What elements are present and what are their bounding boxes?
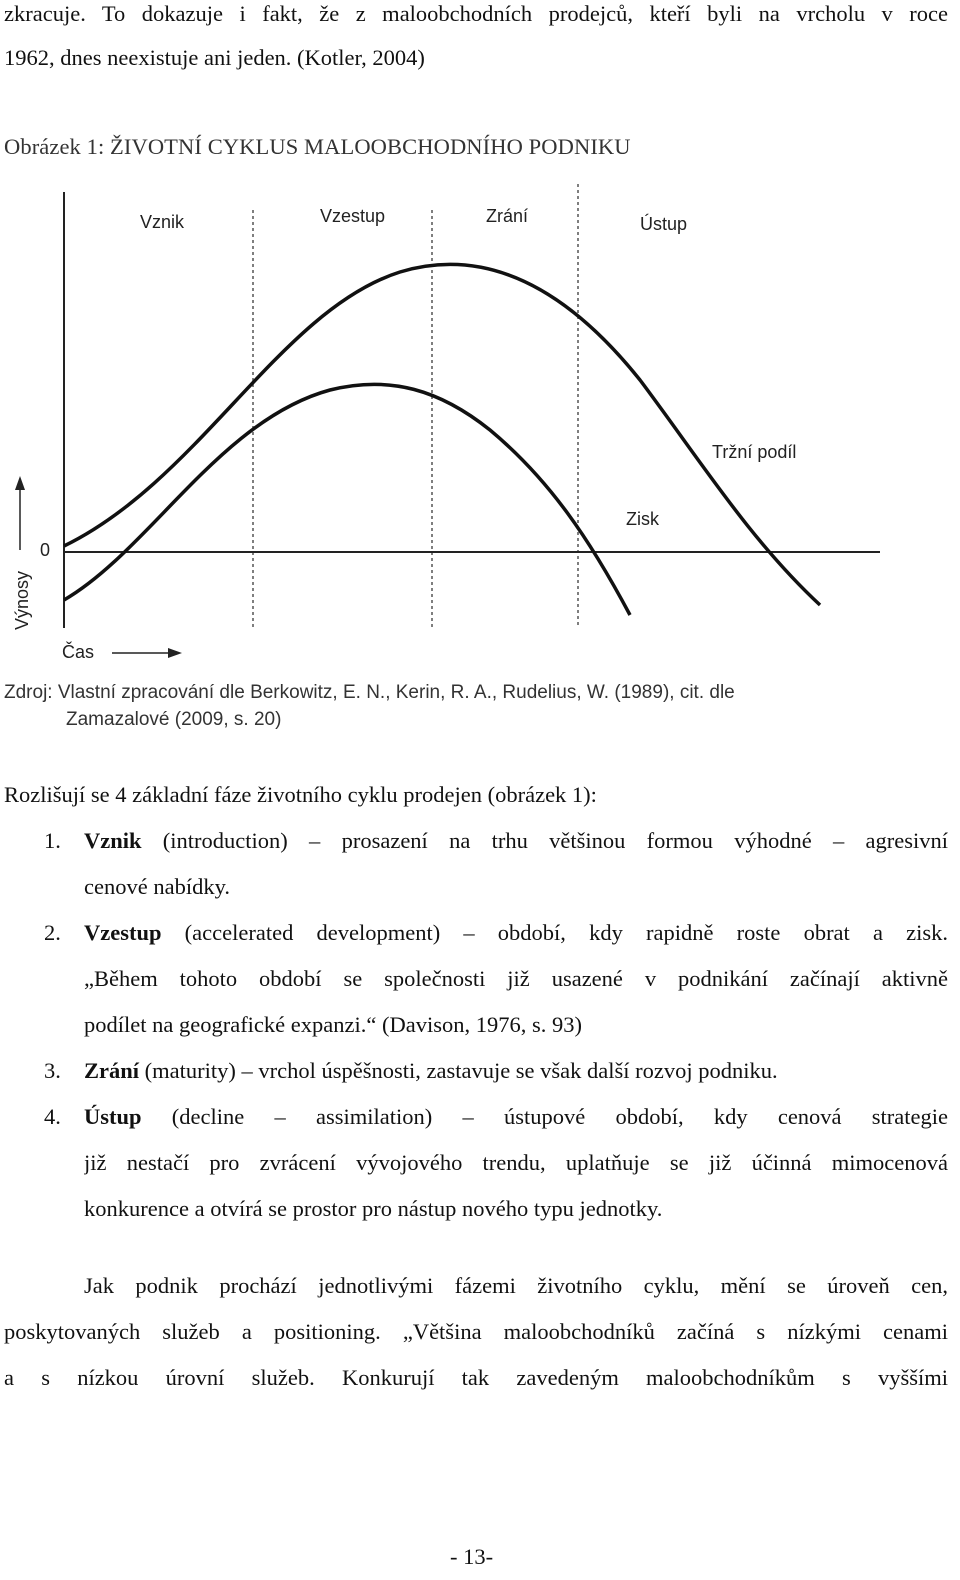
phase-label-3: Zrání — [486, 206, 529, 226]
item-2-text: (accelerated development) – období, kdy rapidně roste obrat a zisk. — [161, 920, 948, 945]
x-axis-arrowhead — [168, 648, 182, 658]
item-4-line-2: již nestačí pro zvrácení vývojového trendu, uplatňuje se již účinná mimocenová — [84, 1150, 948, 1175]
series-label-trzni-podil: Tržní podíl — [712, 442, 797, 462]
item-4-number: 4. — [44, 1104, 61, 1129]
paragraph-line-1: Jak podnik prochází jednotlivými fázemi životního cyklu, mění se úroveň cen, — [84, 1273, 948, 1298]
item-3-term: Zrání — [84, 1058, 140, 1083]
series-line-trzni-podil — [64, 264, 820, 605]
x-axis-label: Čas — [62, 642, 95, 662]
y-axis-arrowhead — [15, 476, 25, 490]
item-4-line-1 — [84, 1103, 948, 1131]
item-3-text: (maturity) – vrchol úspěšnosti, zastavuje se však další rozvoj podniku. — [139, 1058, 778, 1083]
item-2-line-2: „Během tohoto období se společnosti již usazené v podnikání začínají aktivně — [84, 966, 948, 991]
intro-line-1: zkracuje. To dokazuje i fakt, že z maloobchodních prodejců, kteří byli na vrcholu v roce — [4, 1, 948, 26]
series-line-zisk — [64, 384, 630, 615]
paragraph-line-2: poskytovaných služeb a positioning. „Většina maloobchodníků začíná s nízkými cenami — [4, 1319, 948, 1344]
item-1-line-2: cenové nabídky. — [84, 874, 230, 899]
item-2-line-1 — [84, 919, 948, 947]
item-4-term: Ústup — [84, 1104, 142, 1129]
y-axis-label: Výnosy — [12, 570, 32, 630]
item-2-number: 2. — [44, 920, 61, 945]
intro-line-2: 1962, dnes neexistuje ani jeden. (Kotler, 2004) — [4, 45, 425, 70]
zero-label: 0 — [40, 540, 51, 560]
item-3-number: 3. — [44, 1058, 61, 1083]
item-3-line-1 — [84, 1057, 778, 1085]
item-2-line-3: podílet na geografické expanzi.“ (Davison, 1976, s. 93) — [84, 1012, 582, 1037]
item-1-term: Vznik — [84, 828, 142, 853]
figure-source-line-1: Zdroj: Vlastní zpracování dle Berkowitz, E. N., Kerin, R. A., Rudelius, W. (1989), cit. dle — [4, 682, 735, 703]
lifecycle-chart — [0, 180, 960, 670]
series-label-zisk: Zisk — [626, 509, 659, 529]
item-1-number: 1. — [44, 828, 61, 853]
list-intro: Rozlišují se 4 základní fáze životního cyklu prodejen (obrázek 1): — [4, 782, 597, 807]
figure-caption: Obrázek 1: ŽIVOTNÍ CYKLUS MALOOBCHODNÍHO PODNIKU — [4, 134, 631, 159]
item-2-term: Vzestup — [84, 920, 162, 945]
phase-label-4: Ústup — [640, 214, 688, 234]
page-number: - 13- — [450, 1544, 494, 1569]
phase-label-1: Vznik — [140, 212, 185, 232]
item-1-line-1 — [84, 827, 948, 855]
item-1-text: (introduction) – prosazení na trhu většinou formou výhodné – agresivní — [141, 828, 948, 853]
item-4-text: (decline – assimilation) – ústupové období, kdy cenová strategie — [141, 1104, 948, 1129]
phase-label-2: Vzestup — [320, 206, 386, 226]
paragraph-line-3: a s nízkou úrovní služeb. Konkurují tak zavedeným maloobchodníkům s vyššími — [4, 1365, 948, 1390]
figure-source-line-2: Zamazalové (2009, s. 20) — [66, 709, 282, 730]
item-4-line-3: konkurence a otvírá se prostor pro nástup nového typu jednotky. — [84, 1196, 663, 1221]
